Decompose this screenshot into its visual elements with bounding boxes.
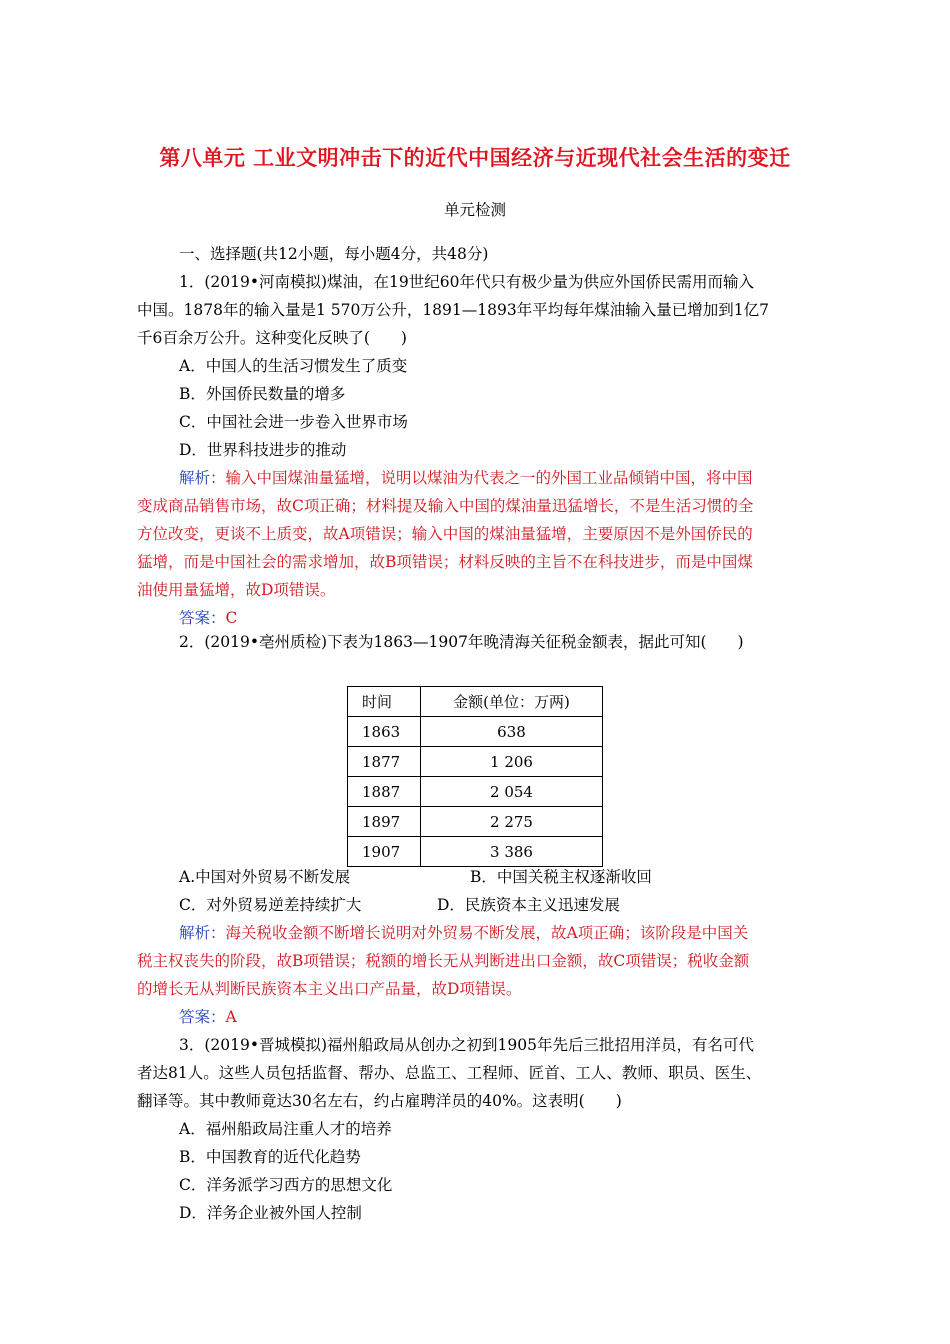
- customs-tax-table: [347, 686, 603, 867]
- analysis-label: 解析：: [179, 924, 226, 942]
- table-row: [348, 807, 603, 837]
- table-cell-year: 1877: [348, 747, 421, 777]
- question-2-analysis-line-1: [137, 919, 817, 947]
- table-header-amount: 金额(单位：万两): [421, 687, 603, 717]
- table-header-row: [348, 687, 603, 717]
- section-heading: 一、选择题(共12小题，每小题4分，共48分): [179, 245, 489, 263]
- question-2-analysis-line-2: 税主权丧失的阶段，故B项错误；税额的增长无从判断进出口金额，故C项错误；税收金额: [137, 952, 750, 970]
- question-3-option-c: C．洋务派学习西方的思想文化: [179, 1176, 393, 1194]
- question-1-line-3: 千6百余万公升。这种变化反映了( ): [137, 329, 407, 347]
- table-cell-amount: 1 206: [421, 747, 603, 777]
- question-1-analysis-line-1: [137, 464, 817, 492]
- question-1-block: [137, 240, 817, 632]
- question-2-analysis: [137, 919, 817, 1031]
- question-1-line-1: 1．(2019•河南模拟)煤油，在19世纪60年代只有极少量为供应外国侨民需用而输入: [179, 273, 754, 291]
- analysis-text: 输入中国煤油量猛增，说明以煤油为代表之一的外国工业品倾销中国，将中国: [225, 469, 753, 487]
- table-row: [348, 777, 603, 807]
- question-3-option-b: B．中国教育的近代化趋势: [179, 1148, 361, 1166]
- answer-label: 答案：: [179, 609, 226, 627]
- answer-label: 答案：: [179, 1008, 226, 1026]
- question-1-analysis-line-5: 油使用量猛增，故D项错误。: [137, 581, 336, 599]
- table-header-year: 时间: [348, 687, 421, 717]
- answer-value: C: [225, 609, 238, 627]
- unit-title: 第八单元 工业文明冲击下的近代中国经济与近现代社会生活的变迁: [159, 145, 791, 170]
- table-cell-amount: 2 275: [421, 807, 603, 837]
- table-cell-year: 1863: [348, 717, 421, 747]
- answer-value: A: [225, 1008, 237, 1026]
- question-2-answer: [137, 1003, 817, 1031]
- table-cell-amount: 638: [421, 717, 603, 747]
- question-2-line-1: 2．(2019•亳州质检)下表为1863—1907年晚清海关征税金额表，据此可知( ): [179, 633, 744, 651]
- table-cell-year: 1887: [348, 777, 421, 807]
- question-2-option-a: A.中国对外贸易不断发展: [179, 868, 351, 886]
- analysis-text: 海关税收金额不断增长说明对外贸易不断发展，故A项正确；该阶段是中国关: [225, 924, 749, 942]
- question-1-analysis-line-4: 猛增，而是中国社会的需求增加，故B项错误；材料反映的主旨不在科技进步，而是中国煤: [137, 553, 753, 571]
- question-1-analysis-line-3: 方位改变，更谈不上质变，故A项错误；输入中国的煤油量猛增，主要原因不是外国侨民的: [137, 525, 753, 543]
- analysis-label: 解析：: [179, 469, 226, 487]
- question-1-option-c: C．中国社会进一步卷入世界市场: [179, 413, 408, 431]
- table-row: [348, 747, 603, 777]
- question-2-analysis-line-3: 的增长无从判断民族资本主义出口产品量，故D项错误。: [137, 980, 522, 998]
- question-3-option-d: D．洋务企业被外国人控制: [179, 1204, 362, 1222]
- table-cell-year: 1907: [348, 837, 421, 867]
- question-3-option-a: A．福州船政局注重人才的培养: [179, 1120, 392, 1138]
- table-cell-amount: 3 386: [421, 837, 603, 867]
- question-1-analysis-line-2: 变成商品销售市场，故C项正确；材料提及输入中国的煤油量迅猛增长，不是生活习惯的全: [137, 497, 754, 515]
- table-cell-year: 1897: [348, 807, 421, 837]
- unit-subtitle: 单元检测: [443, 201, 506, 219]
- question-1-option-b: B．外国侨民数量的增多: [179, 385, 346, 403]
- question-3-line-1: 3．(2019•晋城模拟)福州船政局从创办之初到1905年先后三批招用洋员，有名可代: [179, 1036, 754, 1054]
- question-1-line-2: 中国。1878年的输入量是1 570万公升，1891—1893年平均每年煤油输入量已增加到1亿7: [137, 301, 769, 319]
- question-2-stem: [137, 628, 817, 656]
- question-1-option-a: A．中国人的生活习惯发生了质变: [179, 357, 408, 375]
- table-row: [348, 837, 603, 867]
- question-3-block: [137, 1031, 817, 1227]
- question-3-line-3: 翻译等。其中教师竟达30名左右，约占雇聘洋员的40%。这表明( ): [137, 1092, 622, 1110]
- question-3-line-2: 者达81人。这些人员包括监督、帮办、总监工、工程师、匠首、工人、教师、职员、医生、: [137, 1064, 762, 1082]
- table-row: [348, 717, 603, 747]
- question-2-option-b: B．中国关税主权逐渐收回: [470, 868, 652, 886]
- question-2-option-d: D．民族资本主义迅速发展: [437, 896, 620, 914]
- question-1-option-d: D．世界科技进步的推动: [179, 441, 347, 459]
- question-2-option-c: C．对外贸易逆差持续扩大: [179, 896, 362, 914]
- table-cell-amount: 2 054: [421, 777, 603, 807]
